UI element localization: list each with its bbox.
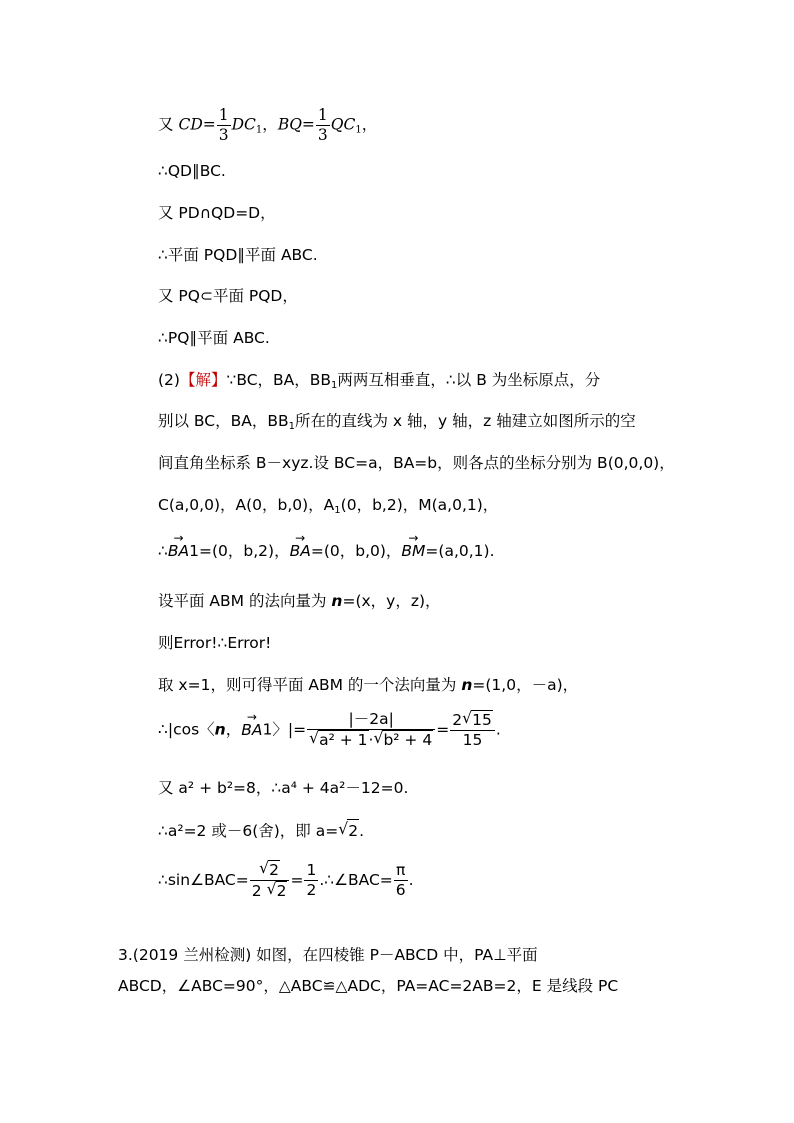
sqrt — [338, 819, 359, 842]
text: ， — [225, 720, 242, 739]
text: ∴sin∠BAC= — [158, 871, 249, 889]
numerator: 1 — [218, 106, 229, 124]
solution-tag: 【解】 — [179, 371, 227, 389]
text: 所在的直线为 x 轴，y 轴，z 轴建立如图所示的空 — [295, 412, 636, 430]
text-line-14 — [158, 674, 578, 696]
text: =(x，y，z)， — [342, 592, 441, 610]
fraction — [450, 710, 495, 750]
sqrt — [259, 860, 280, 880]
denominator: 2 — [306, 881, 317, 899]
numerator: π — [394, 861, 408, 881]
text: ∴ — [158, 542, 168, 560]
numerator: |－2a| — [307, 710, 435, 730]
text-line-9: 间直角坐标系 B－xyz.设 BC=a，BA=b，则各点的坐标分别为 B(0,0,0)， — [158, 454, 675, 472]
subscript: 1 — [334, 505, 341, 516]
text-line-13: 则Error!∴Error! — [158, 634, 272, 652]
text: 又 — [158, 115, 174, 134]
text: C(a,0,0)，A(0，b,0)，A — [158, 496, 335, 514]
radicand: b² + 4 — [383, 731, 433, 749]
numerator — [250, 860, 290, 881]
text-line-8 — [158, 410, 636, 438]
denominator: 6 — [395, 881, 406, 899]
text-line-11 — [158, 540, 495, 562]
text: DC — [231, 115, 256, 134]
text: =(0，b,2)， — [199, 542, 290, 560]
text: =(0，b,0)， — [310, 542, 402, 560]
text: ∴a²=2 或－6(舍)，即 a= — [158, 822, 339, 840]
numerator: 1 — [306, 861, 317, 879]
sqrt — [373, 730, 433, 750]
text: 1 — [189, 542, 199, 560]
sqrt — [309, 730, 368, 750]
text-line-12 — [158, 590, 441, 612]
text: 设平面 ABM 的法向量为 — [158, 592, 332, 610]
text: = — [202, 115, 216, 134]
text-line-16: 又 a² + b²=8，∴a⁴ + 4a²－12=0. — [158, 779, 409, 797]
text-line-5: 又 PQ⊂平面 PQD， — [158, 287, 298, 305]
text: ∴|cos〈 — [158, 720, 215, 739]
fraction — [250, 860, 290, 901]
text-line-6: ∴PQ∥平面 ABC. — [158, 329, 270, 347]
fraction — [394, 861, 408, 900]
text: ∵BC，BA，BB — [226, 371, 332, 389]
numerator: 1 — [317, 106, 328, 124]
text: 2 — [251, 882, 262, 900]
text-line-3: 又 PD∩QD=D， — [158, 204, 276, 222]
text: · — [368, 731, 374, 749]
text: =(1,0，－a)， — [472, 676, 579, 694]
text: =(a,0,1). — [425, 542, 495, 560]
text-line-1 — [158, 106, 377, 145]
text: = — [290, 871, 304, 889]
vector-ba1: → BA — [241, 719, 262, 741]
text: 2 — [452, 711, 463, 729]
subscript: 1 — [355, 124, 362, 136]
denominator — [250, 881, 290, 901]
fraction — [304, 861, 318, 900]
text: .∴∠BAC= — [319, 871, 393, 889]
subscript: 1 — [255, 124, 263, 136]
radicand: a² + 1 — [319, 731, 368, 749]
text: . — [495, 720, 501, 739]
fraction — [217, 106, 231, 145]
text-line-7 — [158, 369, 600, 397]
text: (0，b,2)，M(a,0,1)， — [340, 496, 499, 514]
text: 〉|= — [272, 720, 307, 739]
text: 1 — [262, 720, 273, 739]
text: = — [301, 115, 315, 134]
text-line-15 — [158, 710, 501, 750]
text: . — [408, 871, 414, 889]
text: ， — [262, 115, 278, 134]
radicand: 15 — [472, 711, 492, 729]
numerator — [450, 710, 495, 731]
text: . — [359, 822, 365, 840]
text-line-17 — [158, 819, 364, 842]
text: 两两互相垂直，∴以 B 为坐标原点，分 — [337, 371, 601, 389]
denominator: 15 — [462, 731, 483, 749]
text-line-20: ABCD，∠ABC=90°，△ABC≌△ADC，PA=AC=2AB=2，E 是线段 PC — [118, 977, 619, 995]
normal-vector-n: n — [461, 676, 473, 694]
text-line-10 — [158, 494, 498, 522]
normal-vector-n: n — [331, 592, 343, 610]
vector-ba1: → BA — [168, 540, 189, 562]
text: 别以 BC，BA，BB — [158, 412, 289, 430]
text-line-2: ∴QD∥BC. — [158, 162, 226, 180]
vector-ba: → BA — [290, 540, 311, 562]
denominator — [307, 730, 435, 750]
subscript: 1 — [288, 421, 295, 432]
denominator: 3 — [218, 126, 229, 144]
text: = — [436, 720, 450, 739]
text-line-4: ∴平面 PQD∥平面 ABC. — [158, 246, 318, 264]
text: (2) — [158, 371, 180, 389]
text: 取 x=1，则可得平面 ABM 的一个法向量为 — [158, 676, 462, 694]
sqrt — [462, 710, 493, 730]
radicand: 2 — [347, 819, 359, 842]
subscript: 1 — [331, 380, 338, 391]
fraction — [316, 106, 330, 145]
denominator: 3 — [317, 126, 328, 144]
text: BQ — [277, 115, 302, 134]
text: QC — [330, 115, 356, 134]
radicand: 2 — [276, 882, 287, 900]
fraction — [307, 710, 435, 750]
vector-bm: → BM — [401, 540, 425, 562]
text: CD — [178, 115, 203, 134]
text-line-18 — [158, 860, 414, 901]
normal-vector-n: n — [214, 720, 226, 739]
radicand: 2 — [269, 861, 280, 879]
text: ， — [361, 115, 378, 134]
text-line-19: 3.(2019 兰州检测) 如图，在四棱锥 P－ABCD 中，PA⊥平面 — [118, 946, 538, 964]
sqrt — [267, 881, 288, 901]
